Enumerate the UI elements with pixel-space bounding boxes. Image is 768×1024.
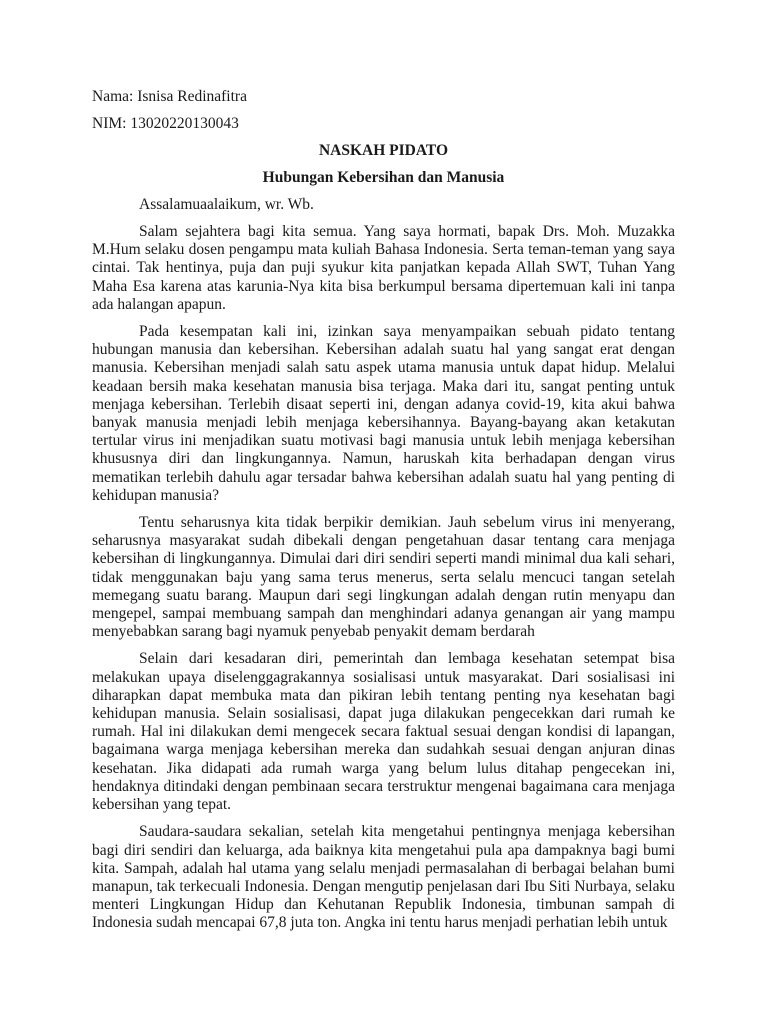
document-title: NASKAH PIDATO (318, 142, 449, 159)
opening-greeting: Assalamuaalaikum, wr. Wb. (139, 196, 314, 213)
paragraph-waste-impact: Saudara-saudara sekalian, setelah kita mengetahui pentingnya menjaga kebersihan bagi diri sendiri dan keluarga, ada baiknya kita mengetahui pula apa dampaknya bagi bumi kita. Sampah, adalah hal utama yang selalu menjadi permasalahan di berbagai belahan bumi manapun, tak terkecuali Indonesia. Dengan mengutip penjelasan dari Ibu Siti Nurbaya, selaku menteri Lingkungan Hidup dan Kehutanan Republik Indonesia, timbunan sampah di Indonesia sudah mencapai 67,8 juta ton. Angka ini tentu harus menjadi perhatian lebih untuk (92, 823, 675, 932)
document-body (92, 88, 675, 933)
student-id-line: NIM: 13020220130043 (92, 115, 239, 132)
author-name-line: Nama: Isnisa Redinafitra (92, 88, 247, 105)
paragraph-government-role: Selain dari kesadaran diri, pemerintah dan lembaga kesehatan setempat bisa melakukan upaya diselenggagrakannya sosialisasi untuk masyarakat. Dari sosialisasi ini diharapkan dapat membuka mata dan pikiran lebih tentang penting nya kesehatan bagi kehidupan manusia. Selain sosialisasi, dapat juga dilakukan pengecekkan dari rumah ke rumah. Hal ini dilakukan demi mengecek secara faktual sesuai dengan kondisi di lapangan, bagaimana warga menjaga kebersihan mereka dan sudahkah sesuai dengan anjuran dinas kesehatan. Jika didapati ada rumah warga yang belum lulus ditahap pengecekan ini, hendaknya ditindaki dengan pembinaan secara terstruktur mengenai bagaimana cara menjaga kebersihan yang tepat. (92, 650, 675, 814)
paragraph-basic-hygiene: Tentu seharusnya kita tidak berpikir demikian. Jauh sebelum virus ini menyerang, seharusnya masyarakat sudah dibekali dengan pengetahuan dasar tentang cara menjaga kebersihan di lingkungannya. Dimulai dari diri sendiri seperti mandi minimal dua kali sehari, tidak menggunakan baju yang sama terus menerus, serta selalu mencuci tangan setelah memegang suatu barang. Maupun dari segi lingkungan adalah dengan rutin menyapu dan mengepel, sampai membuang sampah dan menghindari adanya genangan air yang mampu menyebabkan sarang bagi nyamuk penyebab penyakit demam berdarah (92, 514, 675, 641)
paragraph-cleanliness-importance: Pada kesempatan kali ini, izinkan saya menyampaikan sebuah pidato tentang hubungan manusia dan kebersihan. Kebersihan adalah suatu hal yang sangat erat dengan manusia. Kebersihan menjadi salah satu aspek utama manusia untuk dapat hidup. Melalui keadaan bersih maka kesehatan manusia bisa terjaga. Maka dari itu, sangat penting untuk menjaga kebersihan. Terlebih disaat seperti ini, dengan adanya covid-19, kita akui bahwa banyak manusia menjadi lebih menjaga kebersihannya. Bayang-bayang akan ketakutan tertular virus ini menjadikan suatu motivasi bagi manusia untuk lebih menjaga kebersihan khususnya diri dan lingkungannya. Namun, haruskah kita berhadapan dengan virus mematikan terlebih dahulu agar tersadar bahwa kebersihan adalah suatu hal yang penting di kehidupan manusia? (92, 323, 675, 504)
document-subtitle: Hubungan Kebersihan dan Manusia (262, 169, 505, 186)
paragraph-opening-salutation: Salam sejahtera bagi kita semua. Yang saya hormati, bapak Drs. Moh. Muzakka M.Hum selaku dosen pengampu mata kuliah Bahasa Indonesia. Serta teman-teman yang saya cintai. Tak hentinya, puja dan puji syukur kita panjatkan kepada Allah SWT, Tuhan Yang Maha Esa karena atas karunia-Nya kita bisa berkumpul bersama dipertemuan kali ini tanpa ada halangan apapun. (92, 223, 675, 313)
